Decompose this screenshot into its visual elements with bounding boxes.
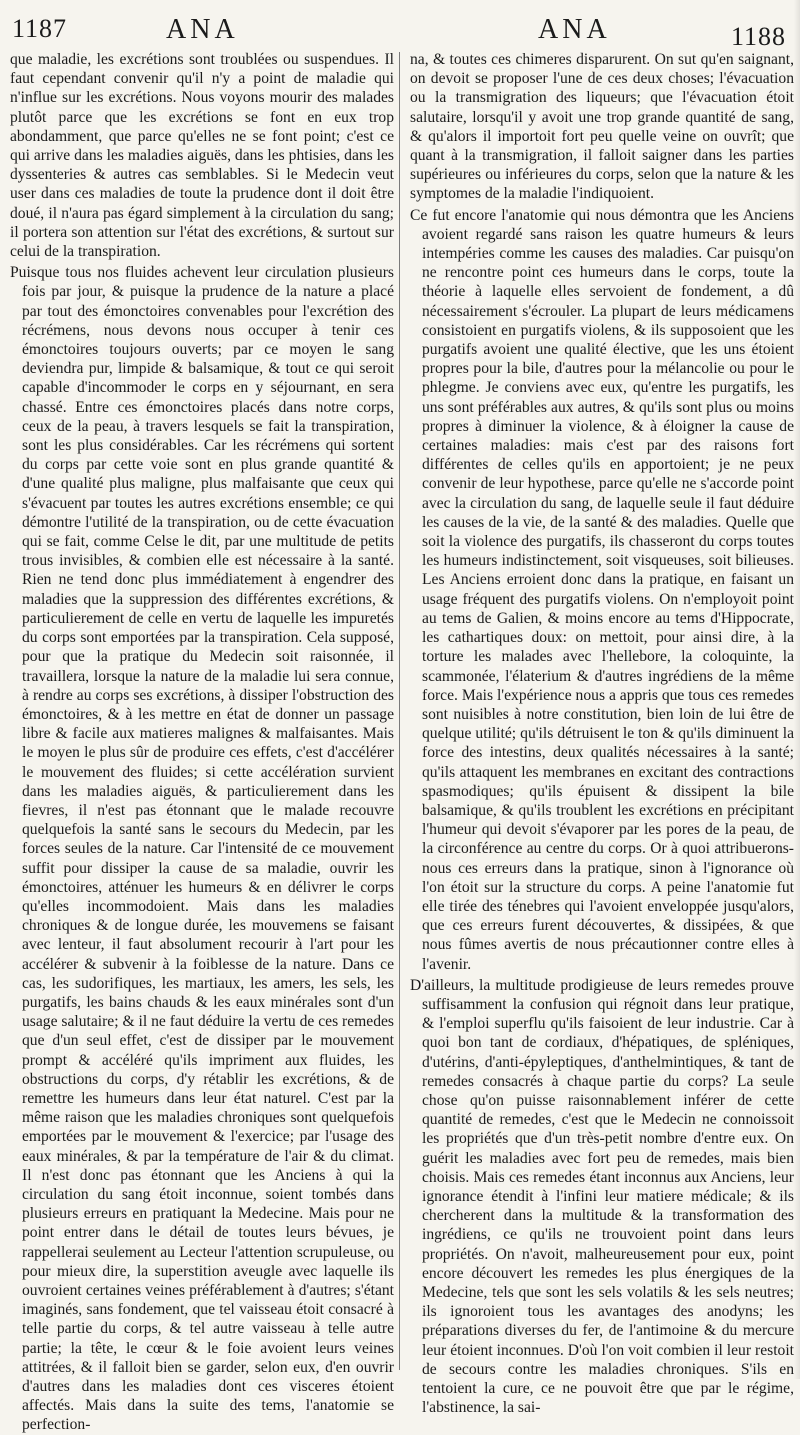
column-divider xyxy=(399,52,400,1370)
running-head-left: ANA xyxy=(166,14,239,45)
running-head-right: ANA xyxy=(538,14,611,45)
page-edge-shadow xyxy=(794,0,800,1379)
paragraph: Puisque tous nos fluides achevent leur circulation plusieurs fois par jour, & puisque la prudence de la nature a placé par tout des émonctoires convenables pour l'excrétion des récrémens, nous devons nous occuper à tenir ces émonctoires toujours ouverts; par ce moyen le sang deviendra pur, limpide & balsamique, & tout ce qui seroit capable d'incommoder le corps en y séjournant, en sera chassé. Entre ces émonctoires placés dans notre corps, ceux de la peau, à travers lesquels se fait la transpiration, sont les plus considérables. Car les récrémens qui sortent du corps par cette voie sont en plus grande quantité & d'une qualité plus maligne, plus malfaisante que ceux qui s'évacuent par toutes les autres excrétions ensemble; ce qui démontre l'utilité de la transpiration, ou de cette évacuation qui se fait, comme Celse le dit, par une multitude de petits trous invisibles, & combien elle est nécessaire à la santé. Rien ne tend donc plus immédiatement à engendrer des maladies que la suppression des différentes excrétions, & particulierement de celle en vertu de laquelle les impuretés du corps sont emportées par la transpiration. Cela supposé, pour que la pratique du Medecin soit raisonnée, il travaillera, lorsque la nature de la maladie lui sera connue, à rendre au corps ses excrétions, à dissiper l'obstruction des émonctoires, & à les mettre en état de donner un passage libre & facile aux matieres malignes & malfaisantes. Mais le moyen le plus sûr de produire ces effets, c'est d'accélérer le mouvement des fluides; si cette accélération survient dans les maladies aiguës, & particulierement dans les fievres, il n'est pas étonnant que le malade recouvre quelquefois la santé sans le secours du Medecin, par les forces seules de la nature. Car l'intensité de ce mouvement suffit pour dissiper la cause de sa maladie, ouvrir les émonctoires, atténuer les humeurs & en délivrer le corps qu'elles incommodoient. Mais dans les maladies chroniques & de longue durée, les mouvemens se faisant avec lenteur, il faut absolument recourir à l'art pour les accélérer & subvenir à la foiblesse de la nature. Dans ce cas, les sudorifiques, les martiaux, les amers, les sels, les purgatifs, les bains chauds & les eaux minérales sont d'un usage salutaire; & il ne faut déduire la vertu de ces remedes que d'un seul effet, c'est de dissiper par le mouvement prompt & accéléré qu'ils impriment aux fluides, les obstructions du corps, d'y rétablir les excrétions, & de remettre les humeurs dans leur état naturel. C'est par la même raison que les maladies chroniques sont quelquefois emportées par le mouvement & l'exercice; par l'usage des eaux minérales, & par la température de l'air & du climat. Il n'est donc pas étonnant que les Anciens à qui la circulation du sang étoit inconnue, soient tombés dans plusieurs erreurs en pratiquant la Medecine. Mais pour ne point entrer dans le détail de toutes leurs bévues, je rappellerai seulement au Lecteur l'attention scrupuleuse, ou pour mieux dire, la superstition aveugle avec laquelle ils ouvroient certaines veines préférablement à d'autres; s'étant imaginés, sans fondement, que tel vaisseau étoit consacré à telle partie du corps, & tel autre vaisseau à telle autre partie; la tête, le cœur & le foie avoient leurs veines attitrées, & il falloit bien se garder, selon eux, d'en ouvrir d'autres dans les maladies dont ces visceres étoient affectés. Mais dans la suite des tems, l'anatomie se perfection- xyxy=(10,264,394,1434)
left-column xyxy=(10,50,394,1434)
page-number-right: 1188 xyxy=(730,22,786,51)
page-number-left: 1187 xyxy=(12,14,68,43)
paragraph: D'ailleurs, la multitude prodigieuse de leurs remedes prouve suffisamment la confusion qui régnoit dans leur pratique, & l'emploi superflu qu'ils faisoient de leur industrie. Car à quoi bon tant de cordiaux, d'hépatiques, de spléniques, d'utérins, d'anti-épyleptiques, d'anthelmintiques, & tant de remedes consacrés à chaque partie du corps? La seule chose qu'on puisse raisonnablement inférer de cette quantité de remedes, c'est que le Medecin ne connoissoit les propriétés que d'un très-petit nombre d'entre eux. On guérit les maladies avec fort peu de remedes, mais bien choisis. Mais ces remedes étant inconnus aux Anciens, leur ignorance étendit à l'infini leur matiere médicale; & ils chercherent dans la multitude & la transformation des ingrédiens, ce qu'ils ne trouvoient point dans leurs propriétés. On n'avoit, malheureusement pour eux, point encore découvert les remedes les plus énergiques de la Medecine, tels que sont les sels volatils & les sels neutres; ils ignoroient tous les avantages des anodyns; les préparations diverses du fer, de l'antimoine & du mercure leur étoient inconnues. D'où l'on voit combien il leur restoit de secours contre les maladies chroniques. S'ils en tentoient la cure, ce ne pouvoit être que par le régime, l'abstinence, la sai- xyxy=(410,976,794,1417)
right-column xyxy=(410,50,794,1417)
page-header xyxy=(0,0,800,52)
paragraph: Ce fut encore l'anatomie qui nous démontra que les Anciens avoient regardé sans raison les quatre humeurs & leurs intempéries comme les causes des maladies. Car puisqu'on ne rencontre point ces humeurs dans le corps, toute la théorie à laquelle elles servoient de fondement, a dû nécessairement s'écrouler. La plupart de leurs médicamens consistoient en purgatifs violens, & ils supposoient que les purgatifs avoient une qualité élective, que les uns étoient propres pour la bile, d'autres pour la mélancolie ou pour le phlegme. Je conviens avec eux, qu'entre les purgatifs, les uns sont préférables aux autres, & qu'ils sont plus ou moins propres à diminuer la violence, & à éloigner la cause de certaines maladies: mais c'est par des raisons fort différentes de celles qu'ils en apportoient; je ne peux convenir de leur hypothese, parce qu'elle ne s'accorde point avec la circulation du sang, de laquelle seule il faut déduire les causes de la vie, de la santé & des maladies. Quelle que soit la violence des purgatifs, ils chasseront du corps toutes les humeurs indistinctement, soit visqueuses, soit bilieuses. Les Anciens erroient donc dans la pratique, en faisant un usage fréquent des purgatifs violens. On n'employoit point au tems de Galien, & moins encore au tems d'Hippocrate, les cathartiques doux: on mettoit, pour ainsi dire, à la torture les malades avec l'hellebore, la coloquinte, la scammonée, l'élaterium & d'autres ingrédiens de la même force. Mais l'expérience nous a appris que tous ces remedes sont nuisibles à notre constitution, bien loin de lui être de quelque utilité; qu'ils détruisent le ton & qu'ils diminuent la force des intestins, deux qualités nécessaires à la santé; qu'ils attaquent les membranes en excitant des contractions spasmodiques; qu'ils épuisent & dissipent la bile balsamique, & qu'ils troublent les excrétions en précipitant l'humeur qui devoit s'évaporer par les pores de la peau, de la circonférence au centre du corps. Or à quoi attribuerons-nous ces erreurs dans la pratique, sinon à l'ignorance où l'on étoit sur la structure du corps. A peine l'anatomie fut elle tirée des ténebres qui l'avoient enveloppée jusqu'alors, que ces erreurs furent découvertes, & dissipées, & que nous fûmes avertis de nous précautionner contre elles à l'avenir. xyxy=(410,206,794,973)
paragraph: na, & toutes ces chimeres disparurent. On sut qu'en saignant, on devoit se proposer l'une de ces deux choses; l'évacuation ou la transmigration des liqueurs; que l'évacuation étoit salutaire, lorsqu'il y avoit une trop grande quantité de sang, & qu'alors il importoit fort peu quelle veine on ouvrît; que quant à la transmigration, il falloit saigner dans les parties supérieures ou inférieures du corps, selon que la nature & les symptomes de la maladie l'indiquoient. xyxy=(410,51,794,203)
paragraph: que maladie, les excrétions sont troublées ou suspendues. Il faut cependant convenir qu'il n'y a point de maladie qui n'influe sur les excrétions. Nous voyons mourir des malades plutôt parce que les excrétions se font en eux trop abondamment, que parce qu'elles ne se font point; c'est ce qui arrive dans les maladies aiguës, dans les phtisies, dans les dyssenteries & autres cas semblables. Si le Medecin veut user dans ces maladies de toute la prudence dont il doit être doué, il n'aura pas égard simplement à la circulation du sang; il portera son attention sur l'état des excrétions, & surtout sur celui de la transpiration. xyxy=(10,51,394,261)
